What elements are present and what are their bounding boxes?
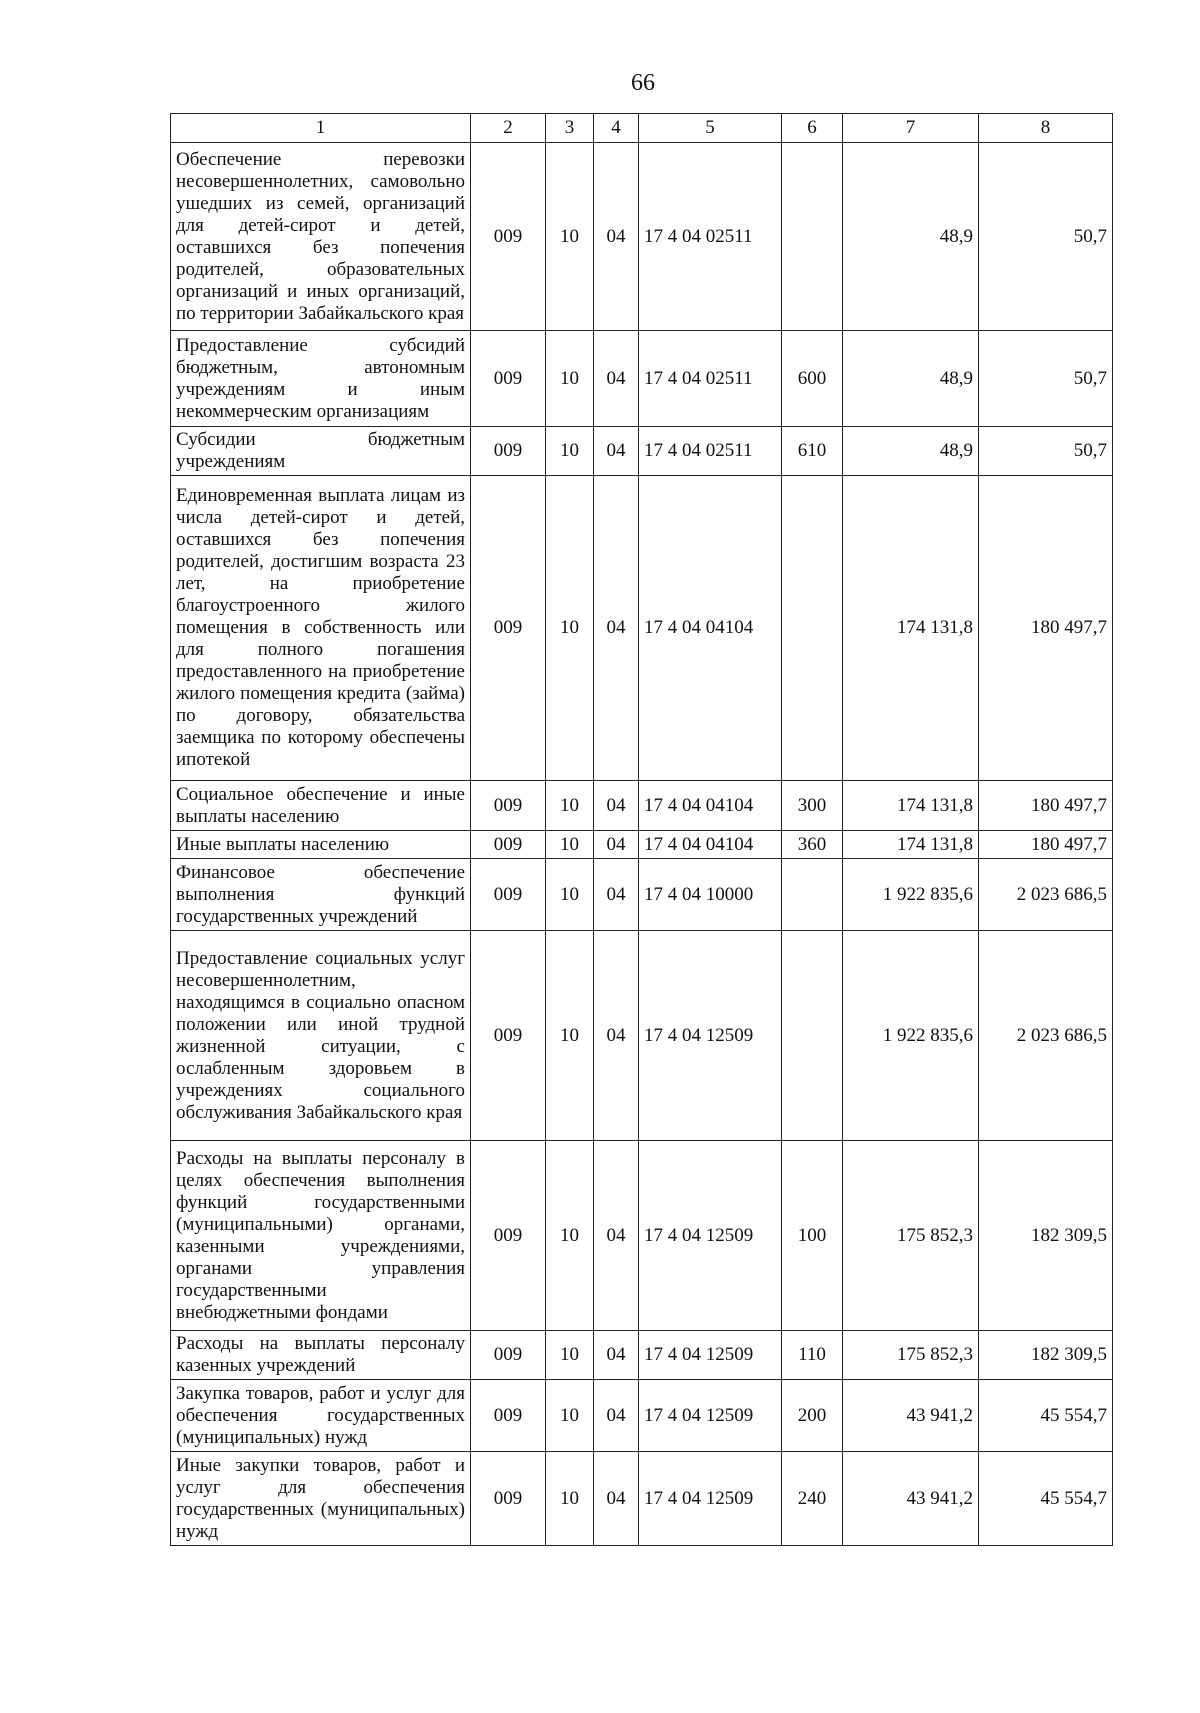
row-subsection-code: 04: [594, 143, 639, 331]
row-ministry-code: 009: [471, 427, 546, 476]
row-amount-year2: 180 497,7: [979, 476, 1113, 781]
budget-table: [170, 113, 1113, 1546]
row-amount-year2: 50,7: [979, 331, 1113, 427]
row-section-code: 10: [546, 1452, 594, 1546]
column-header: 4: [594, 114, 639, 143]
row-amount-year1: 175 852,3: [843, 1331, 979, 1380]
column-header: 1: [171, 114, 471, 143]
column-header: 2: [471, 114, 546, 143]
row-subsection-code: 04: [594, 427, 639, 476]
row-expense-type: 360: [782, 831, 843, 859]
row-section-code: 10: [546, 1331, 594, 1380]
row-target-article: 17 4 04 10000: [639, 859, 782, 931]
column-header: 3: [546, 114, 594, 143]
row-subsection-code: 04: [594, 331, 639, 427]
row-amount-year2: 50,7: [979, 427, 1113, 476]
row-subsection-code: 04: [594, 1452, 639, 1546]
page-number: 66: [631, 70, 655, 96]
row-expense-type: 600: [782, 331, 843, 427]
table-row: [171, 476, 1113, 781]
row-subsection-code: 04: [594, 831, 639, 859]
row-target-article: 17 4 04 12509: [639, 931, 782, 1141]
table-row: [171, 1141, 1113, 1331]
row-amount-year2: 182 309,5: [979, 1331, 1113, 1380]
row-section-code: 10: [546, 143, 594, 331]
row-section-code: 10: [546, 781, 594, 831]
table-row: [171, 859, 1113, 931]
row-section-code: 10: [546, 476, 594, 781]
row-description: Расходы на выплаты персоналу казенных учреждений: [171, 1331, 471, 1380]
row-subsection-code: 04: [594, 1141, 639, 1331]
column-header: 7: [843, 114, 979, 143]
row-amount-year2: 45 554,7: [979, 1452, 1113, 1546]
row-ministry-code: 009: [471, 1380, 546, 1452]
row-target-article: 17 4 04 12509: [639, 1452, 782, 1546]
column-header: 6: [782, 114, 843, 143]
table-header-row: [171, 114, 1113, 143]
row-expense-type: 100: [782, 1141, 843, 1331]
row-description: Закупка товаров, работ и услуг для обеспечения государственных (муниципальных) нужд: [171, 1380, 471, 1452]
row-section-code: 10: [546, 427, 594, 476]
row-description: Предоставление субсидий бюджетным, автономным учреждениям и иным некоммерческим организациям: [171, 331, 471, 427]
row-amount-year1: 48,9: [843, 143, 979, 331]
row-amount-year2: 2 023 686,5: [979, 931, 1113, 1141]
row-ministry-code: 009: [471, 831, 546, 859]
table-row: [171, 1331, 1113, 1380]
row-description: Финансовое обеспечение выполнения функций государственных учреждений: [171, 859, 471, 931]
row-section-code: 10: [546, 859, 594, 931]
table-row: [171, 427, 1113, 476]
table-row: [171, 1452, 1113, 1546]
row-subsection-code: 04: [594, 1331, 639, 1380]
row-amount-year2: 180 497,7: [979, 781, 1113, 831]
row-description: Иные закупки товаров, работ и услуг для обеспечения государственных (муниципальных) нужд: [171, 1452, 471, 1546]
row-amount-year1: 43 941,2: [843, 1452, 979, 1546]
row-expense-type: 240: [782, 1452, 843, 1546]
row-subsection-code: 04: [594, 781, 639, 831]
row-section-code: 10: [546, 331, 594, 427]
row-amount-year2: 2 023 686,5: [979, 859, 1113, 931]
row-description: Социальное обеспечение и иные выплаты населению: [171, 781, 471, 831]
row-amount-year1: 174 131,8: [843, 781, 979, 831]
row-amount-year1: 174 131,8: [843, 476, 979, 781]
row-amount-year2: 180 497,7: [979, 831, 1113, 859]
row-expense-type: [782, 476, 843, 781]
row-amount-year1: 48,9: [843, 331, 979, 427]
row-amount-year1: 175 852,3: [843, 1141, 979, 1331]
row-ministry-code: 009: [471, 1331, 546, 1380]
row-description: Обеспечение перевозки несовершеннолетних, самовольно ушедших из семей, организаций для детей-сирот и детей, оставшихся без попечения родителей, образовательных организаций и иных организаций, по территории Забайкальского края: [171, 143, 471, 331]
row-subsection-code: 04: [594, 859, 639, 931]
table-row: [171, 831, 1113, 859]
row-target-article: 17 4 04 04104: [639, 476, 782, 781]
row-amount-year1: 1 922 835,6: [843, 931, 979, 1141]
row-ministry-code: 009: [471, 781, 546, 831]
column-header: 5: [639, 114, 782, 143]
row-subsection-code: 04: [594, 931, 639, 1141]
row-amount-year2: 45 554,7: [979, 1380, 1113, 1452]
row-subsection-code: 04: [594, 1380, 639, 1452]
row-target-article: 17 4 04 02511: [639, 143, 782, 331]
row-ministry-code: 009: [471, 1141, 546, 1331]
row-target-article: 17 4 04 04104: [639, 831, 782, 859]
row-ministry-code: 009: [471, 331, 546, 427]
row-ministry-code: 009: [471, 859, 546, 931]
table-row: [171, 331, 1113, 427]
row-target-article: 17 4 04 12509: [639, 1141, 782, 1331]
row-amount-year1: 174 131,8: [843, 831, 979, 859]
row-ministry-code: 009: [471, 931, 546, 1141]
row-ministry-code: 009: [471, 1452, 546, 1546]
row-description: Предоставление социальных услуг несовершеннолетним, находящимся в социально опасном положении или иной трудной жизненной ситуации, с ослабленным здоровьем в учреждениях социального обслуживания Забайкальского края: [171, 931, 471, 1141]
row-section-code: 10: [546, 1141, 594, 1331]
row-expense-type: 300: [782, 781, 843, 831]
row-amount-year1: 48,9: [843, 427, 979, 476]
column-header: 8: [979, 114, 1113, 143]
row-target-article: 17 4 04 04104: [639, 781, 782, 831]
row-description: Иные выплаты населению: [171, 831, 471, 859]
row-amount-year2: 50,7: [979, 143, 1113, 331]
row-section-code: 10: [546, 831, 594, 859]
row-description: Расходы на выплаты персоналу в целях обеспечения выполнения функций государственными (муниципальными) органами, казенными учреждениями, органами управления государственными внебюджетными фондами: [171, 1141, 471, 1331]
row-amount-year2: 182 309,5: [979, 1141, 1113, 1331]
row-expense-type: [782, 143, 843, 331]
row-target-article: 17 4 04 02511: [639, 427, 782, 476]
table-row: [171, 1380, 1113, 1452]
row-subsection-code: 04: [594, 476, 639, 781]
row-expense-type: 200: [782, 1380, 843, 1452]
row-expense-type: [782, 931, 843, 1141]
row-target-article: 17 4 04 12509: [639, 1331, 782, 1380]
row-ministry-code: 009: [471, 143, 546, 331]
row-description: Единовременная выплата лицам из числа детей-сирот и детей, оставшихся без попечения родителей, достигшим возраста 23 лет, на приобретение благоустроенного жилого помещения в собственность или для полного погашения предоставленного на приобретение жилого помещения кредита (займа) по договору, обязательства заемщика по которому обеспечены ипотекой: [171, 476, 471, 781]
row-description: Субсидии бюджетным учреждениям: [171, 427, 471, 476]
row-ministry-code: 009: [471, 476, 546, 781]
row-target-article: 17 4 04 12509: [639, 1380, 782, 1452]
row-expense-type: 610: [782, 427, 843, 476]
row-amount-year1: 43 941,2: [843, 1380, 979, 1452]
row-section-code: 10: [546, 931, 594, 1141]
row-amount-year1: 1 922 835,6: [843, 859, 979, 931]
row-section-code: 10: [546, 1380, 594, 1452]
table-row: [171, 781, 1113, 831]
row-expense-type: [782, 859, 843, 931]
row-expense-type: 110: [782, 1331, 843, 1380]
table-row: [171, 931, 1113, 1141]
table-row: [171, 143, 1113, 331]
row-target-article: 17 4 04 02511: [639, 331, 782, 427]
